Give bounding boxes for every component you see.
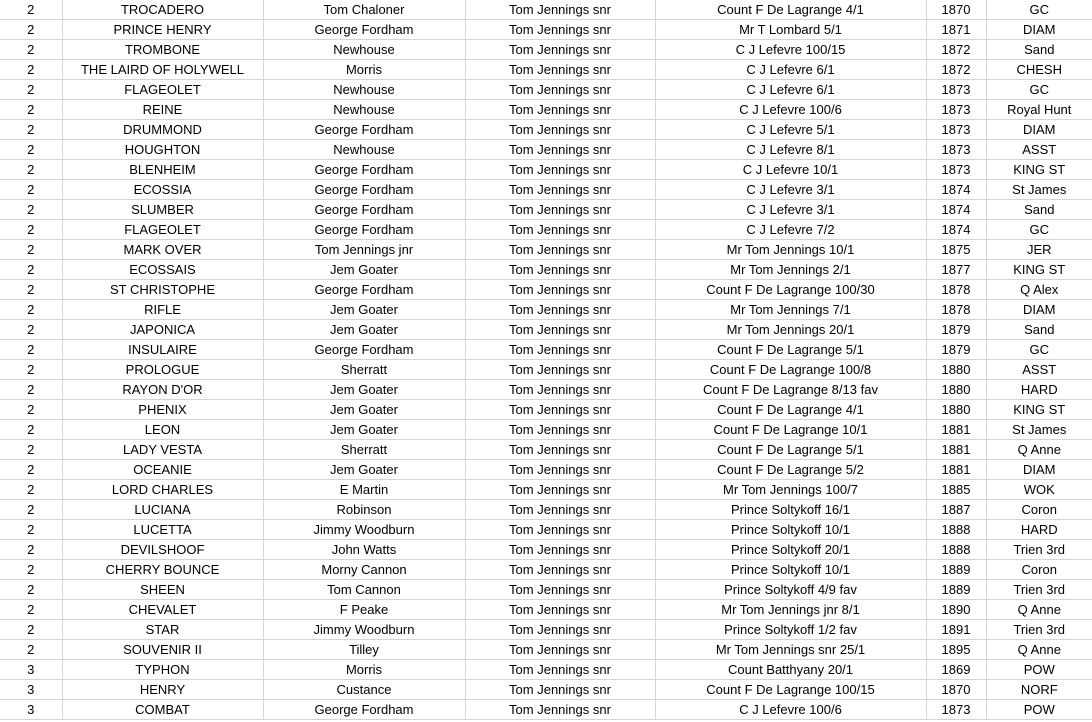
year-cell[interactable]: 1873 [926, 700, 986, 720]
jockey-cell[interactable]: Morris [263, 60, 465, 80]
table-row [0, 680, 1092, 700]
table-row [0, 100, 1092, 120]
owner-odds-cell[interactable]: Count F De Lagrange 4/1 [655, 400, 926, 420]
table-row [0, 660, 1092, 680]
age-cell[interactable]: 2 [0, 160, 62, 180]
horse-cell[interactable]: FLAGEOLET [62, 80, 263, 100]
race-cell[interactable]: NORF [986, 680, 1092, 700]
jockey-cell[interactable]: George Fordham [263, 220, 465, 240]
age-cell[interactable]: 3 [0, 660, 62, 680]
year-cell[interactable]: 1881 [926, 420, 986, 440]
race-cell[interactable]: St James [986, 180, 1092, 200]
horse-cell[interactable]: REINE [62, 100, 263, 120]
jockey-cell[interactable]: George Fordham [263, 280, 465, 300]
race-cell[interactable]: Royal Hunt [986, 100, 1092, 120]
horse-cell[interactable]: LORD CHARLES [62, 480, 263, 500]
jockey-cell[interactable]: F Peake [263, 600, 465, 620]
race-cell[interactable]: GC [986, 220, 1092, 240]
owner-odds-cell[interactable]: C J Lefevre 10/1 [655, 160, 926, 180]
horse-cell[interactable]: TROCADERO [62, 0, 263, 20]
horse-cell[interactable]: RAYON D'OR [62, 380, 263, 400]
trainer-cell[interactable]: Tom Jennings snr [465, 420, 655, 440]
race-cell[interactable]: ASST [986, 140, 1092, 160]
owner-odds-cell[interactable]: C J Lefevre 6/1 [655, 80, 926, 100]
table-row [0, 700, 1092, 720]
trainer-cell[interactable]: Tom Jennings snr [465, 600, 655, 620]
owner-odds-cell[interactable]: Prince Soltykoff 16/1 [655, 500, 926, 520]
table-row [0, 40, 1092, 60]
table-row [0, 160, 1092, 180]
owner-odds-cell[interactable]: Count F De Lagrange 100/8 [655, 360, 926, 380]
race-cell[interactable]: KING ST [986, 260, 1092, 280]
owner-odds-cell[interactable]: C J Lefevre 3/1 [655, 200, 926, 220]
race-cell[interactable]: Trien 3rd [986, 620, 1092, 640]
age-cell[interactable]: 2 [0, 80, 62, 100]
race-cell[interactable]: HARD [986, 520, 1092, 540]
table-row [0, 0, 1092, 20]
horse-cell[interactable]: SOUVENIR II [62, 640, 263, 660]
age-cell[interactable]: 2 [0, 0, 62, 20]
year-cell[interactable]: 1880 [926, 380, 986, 400]
horse-cell[interactable]: MARK OVER [62, 240, 263, 260]
table-row [0, 120, 1092, 140]
trainer-cell[interactable]: Tom Jennings snr [465, 120, 655, 140]
age-cell[interactable]: 2 [0, 540, 62, 560]
jockey-cell[interactable]: Newhouse [263, 100, 465, 120]
age-cell[interactable]: 2 [0, 320, 62, 340]
jockey-cell[interactable]: Newhouse [263, 140, 465, 160]
jockey-cell[interactable]: Sherratt [263, 360, 465, 380]
table-row [0, 620, 1092, 640]
table-row [0, 500, 1092, 520]
year-cell[interactable]: 1878 [926, 300, 986, 320]
jockey-cell[interactable]: George Fordham [263, 120, 465, 140]
horse-cell[interactable]: DEVILSHOOF [62, 540, 263, 560]
jockey-cell[interactable]: Tom Jennings jnr [263, 240, 465, 260]
table-row [0, 380, 1092, 400]
table-row [0, 580, 1092, 600]
owner-odds-cell[interactable]: C J Lefevre 100/6 [655, 100, 926, 120]
owner-odds-cell[interactable]: Count F De Lagrange 10/1 [655, 420, 926, 440]
age-cell[interactable]: 2 [0, 640, 62, 660]
age-cell[interactable]: 2 [0, 140, 62, 160]
race-cell[interactable]: GC [986, 80, 1092, 100]
year-cell[interactable]: 1877 [926, 260, 986, 280]
race-cell[interactable]: Coron [986, 500, 1092, 520]
table-row [0, 360, 1092, 380]
year-cell[interactable]: 1879 [926, 340, 986, 360]
trainer-cell[interactable]: Tom Jennings snr [465, 340, 655, 360]
trainer-cell[interactable]: Tom Jennings snr [465, 580, 655, 600]
horse-cell[interactable]: DRUMMOND [62, 120, 263, 140]
table-row [0, 140, 1092, 160]
age-cell[interactable]: 3 [0, 680, 62, 700]
table-row [0, 520, 1092, 540]
age-cell[interactable]: 2 [0, 420, 62, 440]
owner-odds-cell[interactable]: Count F De Lagrange 5/1 [655, 340, 926, 360]
horse-cell[interactable]: RIFLE [62, 300, 263, 320]
age-cell[interactable]: 2 [0, 500, 62, 520]
race-cell[interactable]: HARD [986, 380, 1092, 400]
year-cell[interactable]: 1874 [926, 180, 986, 200]
jockey-cell[interactable]: George Fordham [263, 700, 465, 720]
owner-odds-cell[interactable]: Mr Tom Jennings 100/7 [655, 480, 926, 500]
table-row [0, 560, 1092, 580]
table-row [0, 80, 1092, 100]
jockey-cell[interactable]: Newhouse [263, 40, 465, 60]
jockey-cell[interactable]: Robinson [263, 500, 465, 520]
horse-cell[interactable]: ST CHRISTOPHE [62, 280, 263, 300]
horse-cell[interactable]: INSULAIRE [62, 340, 263, 360]
age-cell[interactable]: 2 [0, 200, 62, 220]
horse-cell[interactable]: PRINCE HENRY [62, 20, 263, 40]
table-row [0, 240, 1092, 260]
race-cell[interactable]: DIAM [986, 460, 1092, 480]
race-cell[interactable]: Q Anne [986, 440, 1092, 460]
owner-odds-cell[interactable]: C J Lefevre 100/15 [655, 40, 926, 60]
owner-odds-cell[interactable]: Mr Tom Jennings snr 25/1 [655, 640, 926, 660]
table-row [0, 180, 1092, 200]
year-cell[interactable]: 1895 [926, 640, 986, 660]
table-row [0, 300, 1092, 320]
trainer-cell[interactable]: Tom Jennings snr [465, 360, 655, 380]
horse-cell[interactable]: BLENHEIM [62, 160, 263, 180]
race-cell[interactable]: Trien 3rd [986, 540, 1092, 560]
year-cell[interactable]: 1870 [926, 680, 986, 700]
year-cell[interactable]: 1880 [926, 360, 986, 380]
trainer-cell[interactable]: Tom Jennings snr [465, 660, 655, 680]
trainer-cell[interactable]: Tom Jennings snr [465, 40, 655, 60]
year-cell[interactable]: 1873 [926, 80, 986, 100]
trainer-cell[interactable]: Tom Jennings snr [465, 140, 655, 160]
jockey-cell[interactable]: John Watts [263, 540, 465, 560]
age-cell[interactable]: 2 [0, 220, 62, 240]
age-cell[interactable]: 2 [0, 560, 62, 580]
trainer-cell[interactable]: Tom Jennings snr [465, 200, 655, 220]
age-cell[interactable]: 3 [0, 700, 62, 720]
age-cell[interactable]: 2 [0, 340, 62, 360]
jockey-cell[interactable]: Morris [263, 660, 465, 680]
race-cell[interactable]: Trien 3rd [986, 580, 1092, 600]
year-cell[interactable]: 1885 [926, 480, 986, 500]
age-cell[interactable]: 2 [0, 580, 62, 600]
age-cell[interactable]: 2 [0, 120, 62, 140]
horse-cell[interactable]: TYPHON [62, 660, 263, 680]
trainer-cell[interactable]: Tom Jennings snr [465, 160, 655, 180]
horse-cell[interactable]: LUCIANA [62, 500, 263, 520]
horse-cell[interactable]: PROLOGUE [62, 360, 263, 380]
race-cell[interactable]: Q Anne [986, 640, 1092, 660]
age-cell[interactable]: 2 [0, 260, 62, 280]
table-row [0, 280, 1092, 300]
horse-cell[interactable]: ECOSSAIS [62, 260, 263, 280]
year-cell[interactable]: 1873 [926, 120, 986, 140]
age-cell[interactable]: 2 [0, 520, 62, 540]
owner-odds-cell[interactable]: Count F De Lagrange 8/13 fav [655, 380, 926, 400]
jockey-cell[interactable]: E Martin [263, 480, 465, 500]
race-cell[interactable]: Q Anne [986, 600, 1092, 620]
trainer-cell[interactable]: Tom Jennings snr [465, 220, 655, 240]
year-cell[interactable]: 1890 [926, 600, 986, 620]
jockey-cell[interactable]: Jem Goater [263, 380, 465, 400]
owner-odds-cell[interactable]: Prince Soltykoff 10/1 [655, 560, 926, 580]
jockey-cell[interactable]: Custance [263, 680, 465, 700]
table-row [0, 260, 1092, 280]
race-cell[interactable]: GC [986, 340, 1092, 360]
age-cell[interactable]: 2 [0, 460, 62, 480]
owner-odds-cell[interactable]: Count F De Lagrange 100/15 [655, 680, 926, 700]
owner-odds-cell[interactable]: Count F De Lagrange 100/30 [655, 280, 926, 300]
jockey-cell[interactable]: Morny Cannon [263, 560, 465, 580]
trainer-cell[interactable]: Tom Jennings snr [465, 680, 655, 700]
owner-odds-cell[interactable]: Mr Tom Jennings 7/1 [655, 300, 926, 320]
jockey-cell[interactable]: Jem Goater [263, 260, 465, 280]
year-cell[interactable]: 1880 [926, 400, 986, 420]
year-cell[interactable]: 1891 [926, 620, 986, 640]
trainer-cell[interactable]: Tom Jennings snr [465, 60, 655, 80]
race-cell[interactable]: JER [986, 240, 1092, 260]
jockey-cell[interactable]: Newhouse [263, 80, 465, 100]
owner-odds-cell[interactable]: Prince Soltykoff 10/1 [655, 520, 926, 540]
trainer-cell[interactable]: Tom Jennings snr [465, 500, 655, 520]
year-cell[interactable]: 1888 [926, 540, 986, 560]
horse-cell[interactable]: SLUMBER [62, 200, 263, 220]
jockey-cell[interactable]: George Fordham [263, 340, 465, 360]
jockey-cell[interactable]: Jem Goater [263, 460, 465, 480]
trainer-cell[interactable]: Tom Jennings snr [465, 80, 655, 100]
jockey-cell[interactable]: Jem Goater [263, 420, 465, 440]
table-row [0, 640, 1092, 660]
age-cell[interactable]: 2 [0, 20, 62, 40]
age-cell[interactable]: 2 [0, 380, 62, 400]
owner-odds-cell[interactable]: C J Lefevre 7/2 [655, 220, 926, 240]
year-cell[interactable]: 1889 [926, 560, 986, 580]
jockey-cell[interactable]: George Fordham [263, 160, 465, 180]
trainer-cell[interactable]: Tom Jennings snr [465, 620, 655, 640]
owner-odds-cell[interactable]: Count F De Lagrange 5/2 [655, 460, 926, 480]
table-row [0, 440, 1092, 460]
horse-cell[interactable]: ECOSSIA [62, 180, 263, 200]
table-row [0, 420, 1092, 440]
year-cell[interactable]: 1871 [926, 20, 986, 40]
age-cell[interactable]: 2 [0, 620, 62, 640]
jockey-cell[interactable]: George Fordham [263, 200, 465, 220]
owner-odds-cell[interactable]: C J Lefevre 3/1 [655, 180, 926, 200]
trainer-cell[interactable]: Tom Jennings snr [465, 100, 655, 120]
jockey-cell[interactable]: Tom Chaloner [263, 0, 465, 20]
table-row [0, 480, 1092, 500]
table-row [0, 60, 1092, 80]
jockey-cell[interactable]: Sherratt [263, 440, 465, 460]
horse-cell[interactable]: CHEVALET [62, 600, 263, 620]
race-cell[interactable]: POW [986, 660, 1092, 680]
year-cell[interactable]: 1869 [926, 660, 986, 680]
age-cell[interactable]: 2 [0, 400, 62, 420]
horse-cell[interactable]: PHENIX [62, 400, 263, 420]
trainer-cell[interactable]: Tom Jennings snr [465, 300, 655, 320]
race-cell[interactable]: ASST [986, 360, 1092, 380]
table-row [0, 400, 1092, 420]
trainer-cell[interactable]: Tom Jennings snr [465, 440, 655, 460]
race-cell[interactable]: POW [986, 700, 1092, 720]
trainer-cell[interactable]: Tom Jennings snr [465, 240, 655, 260]
race-cell[interactable]: KING ST [986, 160, 1092, 180]
owner-odds-cell[interactable]: C J Lefevre 8/1 [655, 140, 926, 160]
horse-cell[interactable]: HOUGHTON [62, 140, 263, 160]
owner-odds-cell[interactable]: Count F De Lagrange 4/1 [655, 0, 926, 20]
trainer-cell[interactable]: Tom Jennings snr [465, 540, 655, 560]
jockey-cell[interactable]: Tom Cannon [263, 580, 465, 600]
trainer-cell[interactable]: Tom Jennings snr [465, 560, 655, 580]
age-cell[interactable]: 2 [0, 60, 62, 80]
owner-odds-cell[interactable]: Mr Tom Jennings 10/1 [655, 240, 926, 260]
trainer-cell[interactable]: Tom Jennings snr [465, 640, 655, 660]
race-cell[interactable]: Sand [986, 320, 1092, 340]
horse-cell[interactable]: LEON [62, 420, 263, 440]
table-row [0, 200, 1092, 220]
owner-odds-cell[interactable]: Mr T Lombard 5/1 [655, 20, 926, 40]
jockey-cell[interactable]: George Fordham [263, 180, 465, 200]
year-cell[interactable]: 1873 [926, 100, 986, 120]
owner-odds-cell[interactable]: C J Lefevre 100/6 [655, 700, 926, 720]
year-cell[interactable]: 1879 [926, 320, 986, 340]
owner-odds-cell[interactable]: Prince Soltykoff 4/9 fav [655, 580, 926, 600]
age-cell[interactable]: 2 [0, 240, 62, 260]
horse-cell[interactable]: FLAGEOLET [62, 220, 263, 240]
owner-odds-cell[interactable]: Prince Soltykoff 1/2 fav [655, 620, 926, 640]
trainer-cell[interactable]: Tom Jennings snr [465, 260, 655, 280]
table-row [0, 600, 1092, 620]
trainer-cell[interactable]: Tom Jennings snr [465, 480, 655, 500]
race-cell[interactable]: Q Alex [986, 280, 1092, 300]
jockey-cell[interactable]: Jimmy Woodburn [263, 620, 465, 640]
owner-odds-cell[interactable]: Mr Tom Jennings jnr 8/1 [655, 600, 926, 620]
horse-cell[interactable]: TROMBONE [62, 40, 263, 60]
table-row [0, 340, 1092, 360]
trainer-cell[interactable]: Tom Jennings snr [465, 0, 655, 20]
race-cell[interactable]: CHESH [986, 60, 1092, 80]
owner-odds-cell[interactable]: C J Lefevre 6/1 [655, 60, 926, 80]
horse-cell[interactable]: OCEANIE [62, 460, 263, 480]
owner-odds-cell[interactable]: Count Batthyany 20/1 [655, 660, 926, 680]
trainer-cell[interactable]: Tom Jennings snr [465, 520, 655, 540]
year-cell[interactable]: 1889 [926, 580, 986, 600]
trainer-cell[interactable]: Tom Jennings snr [465, 460, 655, 480]
race-cell[interactable]: DIAM [986, 300, 1092, 320]
year-cell[interactable]: 1870 [926, 0, 986, 20]
trainer-cell[interactable]: Tom Jennings snr [465, 700, 655, 720]
year-cell[interactable]: 1878 [926, 280, 986, 300]
horse-cell[interactable]: JAPONICA [62, 320, 263, 340]
year-cell[interactable]: 1881 [926, 460, 986, 480]
year-cell[interactable]: 1881 [926, 440, 986, 460]
race-cell[interactable]: WOK [986, 480, 1092, 500]
trainer-cell[interactable]: Tom Jennings snr [465, 380, 655, 400]
race-cell[interactable]: DIAM [986, 20, 1092, 40]
year-cell[interactable]: 1873 [926, 140, 986, 160]
race-cell[interactable]: Coron [986, 560, 1092, 580]
owner-odds-cell[interactable]: C J Lefevre 5/1 [655, 120, 926, 140]
year-cell[interactable]: 1875 [926, 240, 986, 260]
race-cell[interactable]: GC [986, 0, 1092, 20]
jockey-cell[interactable]: Jem Goater [263, 320, 465, 340]
year-cell[interactable]: 1873 [926, 160, 986, 180]
horse-cell[interactable]: LUCETTA [62, 520, 263, 540]
year-cell[interactable]: 1888 [926, 520, 986, 540]
year-cell[interactable]: 1872 [926, 40, 986, 60]
year-cell[interactable]: 1874 [926, 220, 986, 240]
horse-cell[interactable]: THE LAIRD OF HOLYWELL [62, 60, 263, 80]
owner-odds-cell[interactable]: Mr Tom Jennings 2/1 [655, 260, 926, 280]
age-cell[interactable]: 2 [0, 440, 62, 460]
table-row [0, 320, 1092, 340]
age-cell[interactable]: 2 [0, 360, 62, 380]
year-cell[interactable]: 1887 [926, 500, 986, 520]
table-row [0, 20, 1092, 40]
owner-odds-cell[interactable]: Count F De Lagrange 5/1 [655, 440, 926, 460]
age-cell[interactable]: 2 [0, 600, 62, 620]
race-cell[interactable]: Sand [986, 200, 1092, 220]
race-cell[interactable]: Sand [986, 40, 1092, 60]
table-row [0, 460, 1092, 480]
age-cell[interactable]: 2 [0, 40, 62, 60]
year-cell[interactable]: 1872 [926, 60, 986, 80]
trainer-cell[interactable]: Tom Jennings snr [465, 180, 655, 200]
trainer-cell[interactable]: Tom Jennings snr [465, 320, 655, 340]
race-cell[interactable]: DIAM [986, 120, 1092, 140]
table-row [0, 540, 1092, 560]
jockey-cell[interactable]: George Fordham [263, 20, 465, 40]
jockey-cell[interactable]: Jem Goater [263, 400, 465, 420]
jockey-cell[interactable]: Jem Goater [263, 300, 465, 320]
age-cell[interactable]: 2 [0, 300, 62, 320]
year-cell[interactable]: 1874 [926, 200, 986, 220]
horse-cell[interactable]: HENRY [62, 680, 263, 700]
owner-odds-cell[interactable]: Prince Soltykoff 20/1 [655, 540, 926, 560]
horse-cell[interactable]: SHEEN [62, 580, 263, 600]
age-cell[interactable]: 2 [0, 180, 62, 200]
horse-cell[interactable]: LADY VESTA [62, 440, 263, 460]
jockey-cell[interactable]: Tilley [263, 640, 465, 660]
age-cell[interactable]: 2 [0, 480, 62, 500]
horse-cell[interactable]: STAR [62, 620, 263, 640]
trainer-cell[interactable]: Tom Jennings snr [465, 20, 655, 40]
horse-cell[interactable]: CHERRY BOUNCE [62, 560, 263, 580]
age-cell[interactable]: 2 [0, 280, 62, 300]
trainer-cell[interactable]: Tom Jennings snr [465, 400, 655, 420]
trainer-cell[interactable]: Tom Jennings snr [465, 280, 655, 300]
horse-cell[interactable]: COMBAT [62, 700, 263, 720]
race-cell[interactable]: St James [986, 420, 1092, 440]
race-cell[interactable]: KING ST [986, 400, 1092, 420]
jockey-cell[interactable]: Jimmy Woodburn [263, 520, 465, 540]
age-cell[interactable]: 2 [0, 100, 62, 120]
table-row [0, 220, 1092, 240]
owner-odds-cell[interactable]: Mr Tom Jennings 20/1 [655, 320, 926, 340]
